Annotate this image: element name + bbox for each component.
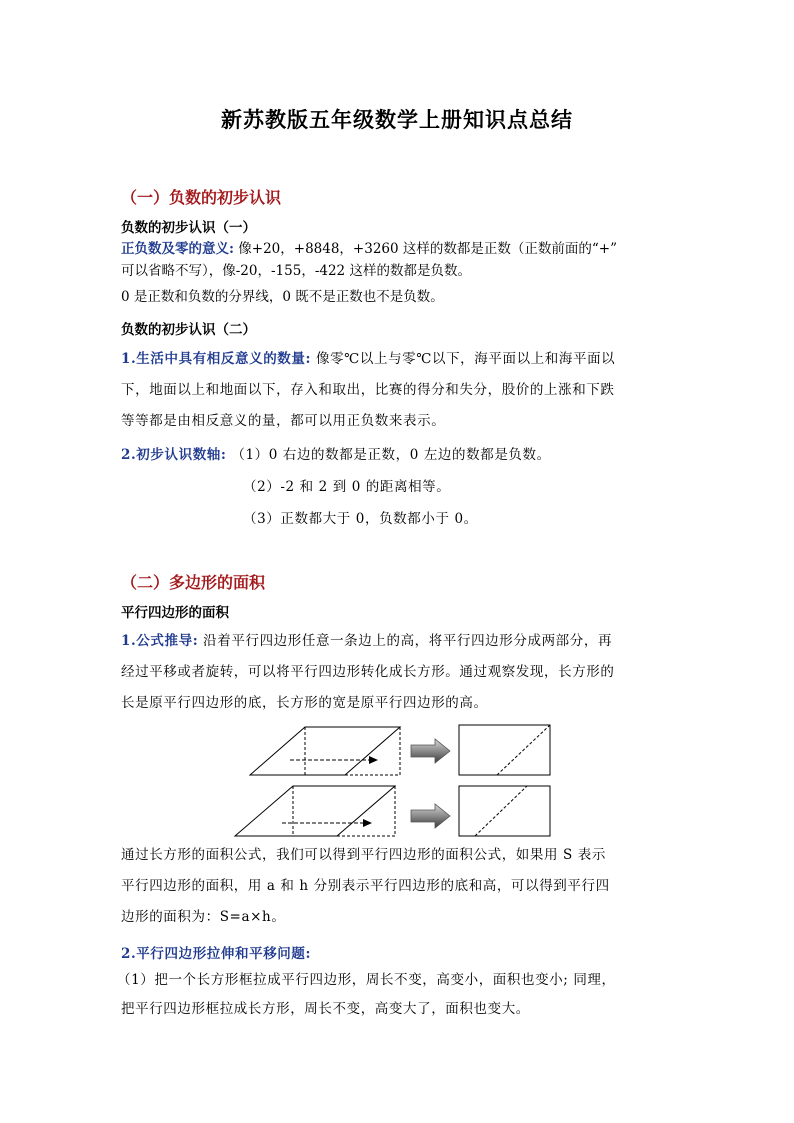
paragraph-area-formula: 通过长方形的面积公式，我们可以得到平行四边形的面积公式，如果用 S 表示 (121, 847, 606, 863)
paragraph-line: 把平行四边形框拉成长方形，周长不变，高变大了，面积也变大。 (121, 1001, 530, 1017)
paragraph-zero-boundary: 0 是正数和负数的分界线，0 既不是正数也不是负数。 (121, 289, 444, 305)
section-heading-negative-numbers: （一）负数的初步认识 (121, 188, 282, 207)
paragraph-line: （3）正数都大于 0，负数都小于 0。 (243, 511, 478, 527)
rectangle-bottom (459, 786, 550, 836)
subheading-parallelogram-area: 平行四边形的面积 (121, 605, 229, 621)
paragraph-text: 像+20，+8848，+3260 这样的数都是正数（正数前面的“+” (233, 241, 618, 257)
term-label: 2.初步认识数轴: (121, 447, 227, 463)
term-label: 正负数及零的意义: (121, 241, 234, 257)
paragraph-pos-neg-zero (121, 238, 617, 260)
paragraph-line: 平行四边形的面积，用 a 和 h 分别表示平行四边形的底和高，可以得到平行四 (121, 878, 610, 894)
paragraph-line: 等等都是由相反意义的量，都可以用正负数来表示。 (121, 413, 446, 429)
transform-arrow-icon (411, 739, 450, 763)
transform-arrow-icon (411, 804, 450, 828)
paragraph-line: 下，地面以上和地面以下，存入和取出，比赛的得分和失分，股价的上涨和下跌 (121, 382, 615, 398)
section-heading-polygon-area: （二）多边形的面积 (121, 573, 266, 592)
paragraph-line: 长是原平行四边形的底，长方形的宽是原平行四边形的高。 (121, 695, 488, 711)
term-label: 1.公式推导: (121, 633, 199, 649)
parallelogram-transform-diagram (230, 720, 570, 844)
paragraph-text: 沿着平行四边形任意一条边上的高，将平行四边形分成两部分，再 (198, 633, 613, 649)
paragraph-line: （2）-2 和 2 到 0 的距离相等。 (243, 479, 451, 495)
subheading-negative-1: 负数的初步认识（一） (121, 220, 256, 236)
paragraph-line: 可以省略不写），像-20，-155，-422 这样的数都是负数。 (121, 263, 471, 279)
paragraph-line: （1）把一个长方形框拉成平行四边形，周长不变，高变小，面积也变小; 同理， (117, 972, 616, 988)
subheading-negative-2: 负数的初步认识（二） (121, 322, 256, 338)
item-formula-derivation (121, 626, 612, 657)
paragraph-line: 边形的面积为：S=a×h。 (121, 909, 286, 925)
parallelogram-bottom (235, 786, 395, 836)
item-number-line (121, 440, 551, 471)
term-label: 2.平行四边形拉伸和平移问题: (121, 946, 312, 962)
rectangle-top (459, 725, 550, 775)
page-title: 新苏教版五年级数学上册知识点总结 (221, 107, 573, 132)
paragraph-line: 经过平移或者旋转，可以将平行四边形转化成长方形。通过观察发现，长方形的 (121, 664, 615, 680)
term-label: 1.生活中具有相反意义的数量: (121, 351, 312, 367)
item-opposite-quantities (121, 344, 615, 375)
paragraph-text: （1）0 右边的数都是正数，0 左边的数都是负数。 (226, 447, 551, 463)
parallelogram-top (250, 727, 400, 775)
paragraph-text: 像零℃以上与零℃以下，海平面以上和海平面以 (311, 351, 616, 367)
